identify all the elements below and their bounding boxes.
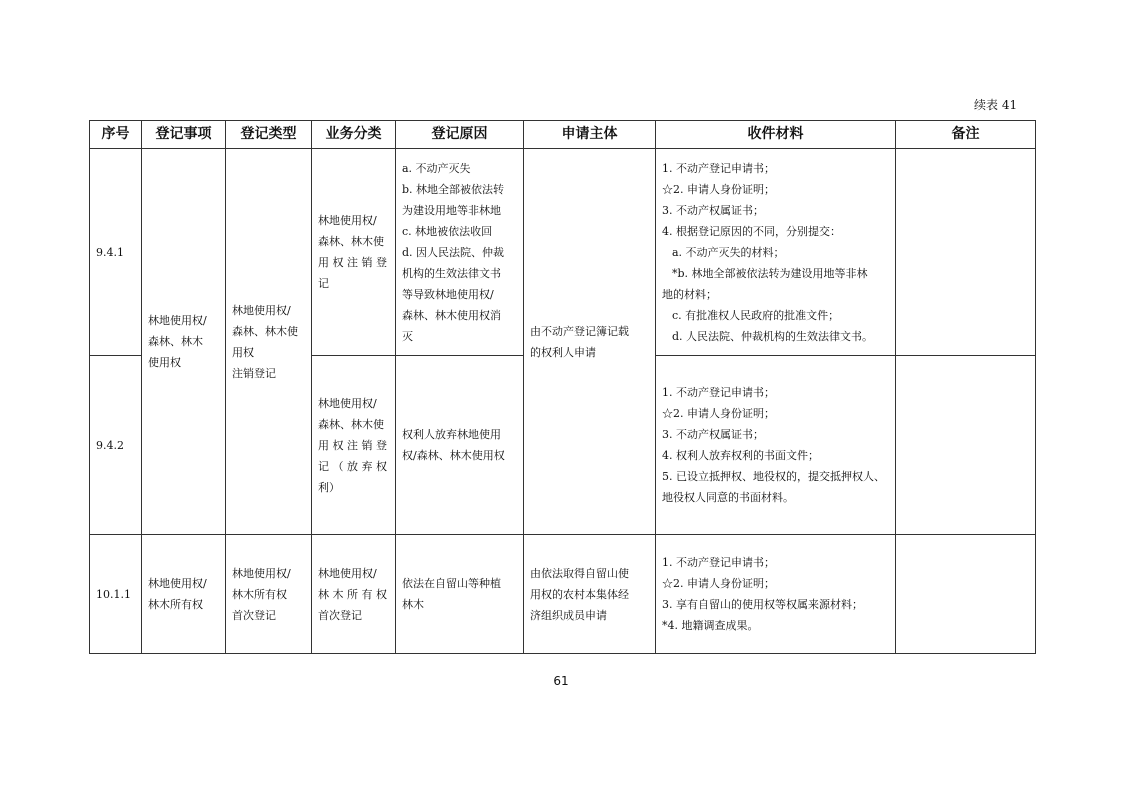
cell-line: 林地使用权/ — [148, 314, 207, 327]
cell-line: d. 因人民法院、仲裁 — [402, 245, 505, 259]
cell-line: 由不动产登记簿记载 — [530, 324, 629, 338]
cell-line: 机构的生效法律文书 — [402, 266, 501, 280]
header-materials: 收件材料 — [656, 121, 896, 149]
cell-line: 林木 — [402, 598, 424, 611]
cell-line: 林地使用权/ — [318, 214, 377, 227]
applicant-cell — [524, 535, 656, 654]
cell-line: 为建设用地等非林地 — [402, 203, 501, 217]
cell-line: 首次登记 — [318, 608, 362, 622]
cell-line: 的权利人申请 — [530, 345, 596, 359]
cell-line: 依法在自留山等种植 — [402, 577, 501, 590]
header-applicant: 申请主体 — [524, 121, 656, 149]
applicant-cell — [524, 149, 656, 535]
cell-line: 由依法取得自留山使 — [530, 566, 629, 580]
cell-line: 林地使用权/ — [148, 577, 207, 590]
material-line: 地的材料； — [662, 287, 717, 301]
materials-cell — [656, 535, 896, 654]
header-business: 业务分类 — [312, 121, 396, 149]
cell-line: 权利人放弃林地使用 — [402, 428, 501, 441]
header-seq: 序号 — [90, 121, 142, 149]
material-line: 4. 根据登记原因的不同，分别提交： — [662, 224, 841, 238]
material-line: 5. 已设立抵押权、地役权的，提交抵押权人、 — [662, 470, 885, 483]
material-line: *4. 地籍调查成果。 — [662, 619, 759, 632]
reason-cell — [396, 356, 524, 535]
material-line: 3. 享有自留山的使用权等权属来源材料； — [662, 598, 863, 611]
cell-line: 用权的农村本集体经 — [530, 587, 629, 601]
cell-line: c. 林地被依法收回 — [402, 224, 493, 238]
header-type: 登记类型 — [226, 121, 312, 149]
cell-line: 用权 — [232, 345, 254, 359]
business-cell — [312, 149, 396, 356]
cell-line: 权/森林、林木使用权 — [402, 449, 505, 462]
material-line: 1. 不动产登记申请书； — [662, 386, 775, 399]
material-line: a. 不动产灭失的材料； — [672, 245, 785, 259]
cell-line: 林木所有权 — [148, 598, 203, 611]
cell-line: 济组织成员申请 — [530, 608, 607, 622]
cell-line: 用 权 注 销 登 — [318, 438, 387, 452]
material-line: 1. 不动产登记申请书； — [662, 161, 775, 175]
material-line: ☆2. 申请人身份证明； — [662, 182, 775, 196]
cell-line: 森林、林木 — [148, 335, 203, 348]
materials-cell — [656, 149, 896, 356]
header-item: 登记事项 — [142, 121, 226, 149]
material-line: 4. 权利人放弃权利的书面文件； — [662, 449, 819, 462]
cell-line: 注销登记 — [232, 366, 276, 380]
cell-line: 记 （ 放 弃 权 — [318, 459, 387, 473]
cell-line: 等导致林地使用权/ — [402, 287, 494, 301]
material-line: 3. 不动产权属证书； — [662, 203, 764, 217]
header-row — [90, 121, 1036, 149]
remark-cell — [896, 535, 1036, 654]
material-line: c. 有批准权人民政府的批准文件； — [672, 308, 840, 322]
cell-line: 林地使用权/ — [232, 303, 291, 317]
cell-line: 林地使用权/ — [318, 396, 377, 410]
cell-line: 森林、林木使用权消 — [402, 308, 501, 322]
cell-line: 森林、林木使 — [232, 324, 298, 338]
cell-line: 使用权 — [148, 356, 181, 369]
table-row — [90, 149, 1036, 356]
item-cell — [142, 535, 226, 654]
business-cell — [312, 356, 396, 535]
cell-line: a. 不动产灭失 — [402, 161, 471, 175]
seq-cell: 10.1.1 — [90, 535, 142, 654]
material-line: ☆2. 申请人身份证明； — [662, 577, 775, 590]
material-line: d. 人民法院、仲裁机构的生效法律文书。 — [672, 329, 874, 343]
materials-cell — [656, 356, 896, 535]
cell-line: 灭 — [402, 329, 413, 343]
continuation-label: 续表 41 — [974, 98, 1018, 112]
header-remark: 备注 — [896, 121, 1036, 149]
cell-line: 记 — [318, 277, 329, 290]
reason-cell — [396, 149, 524, 356]
material-line: 1. 不动产登记申请书； — [662, 556, 775, 569]
seq-cell: 9.4.2 — [90, 356, 142, 535]
type-cell — [226, 535, 312, 654]
remark-cell — [896, 149, 1036, 356]
material-line: 3. 不动产权属证书； — [662, 428, 764, 441]
cell-line: 森林、林木使 — [318, 417, 384, 431]
cell-line: 森林、林木使 — [318, 235, 384, 248]
header-reason: 登记原因 — [396, 121, 524, 149]
cell-line: 林 木 所 有 权 — [318, 587, 387, 601]
material-line: *b. 林地全部被依法转为建设用地等非林 — [672, 266, 868, 280]
cell-line: 林木所有权 — [232, 587, 287, 601]
business-cell — [312, 535, 396, 654]
material-line: 地役权人同意的书面材料。 — [662, 491, 794, 504]
material-line: ☆2. 申请人身份证明； — [662, 407, 775, 420]
remark-cell — [896, 356, 1036, 535]
cell-line: 林地使用权/ — [232, 566, 291, 580]
cell-line: b. 林地全部被依法转 — [402, 182, 505, 196]
table-row — [90, 535, 1036, 654]
page-number: 61 — [553, 674, 569, 688]
seq-cell: 9.4.1 — [90, 149, 142, 356]
cell-line: 利） — [318, 480, 340, 494]
reason-cell — [396, 535, 524, 654]
registration-table — [89, 120, 1036, 654]
item-cell — [142, 149, 226, 535]
type-cell — [226, 149, 312, 535]
cell-line: 用 权 注 销 登 — [318, 256, 387, 269]
cell-line: 林地使用权/ — [318, 566, 377, 580]
cell-line: 首次登记 — [232, 608, 276, 622]
